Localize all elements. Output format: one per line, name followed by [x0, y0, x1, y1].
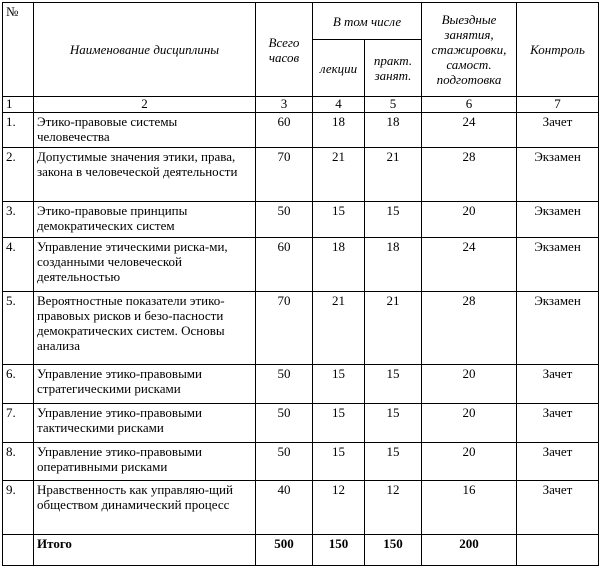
table-row [3, 237, 599, 291]
discipline-name: Управление этико-правовыми стратегическими рисками [34, 365, 256, 404]
field-hours: 28 [422, 148, 517, 202]
totals-practice: 150 [365, 534, 422, 565]
practice-hours: 18 [365, 112, 422, 148]
index-cell: 3 [256, 97, 313, 113]
lecture-hours: 21 [313, 148, 365, 202]
lecture-hours: 12 [313, 481, 365, 534]
row-number: 8. [3, 442, 34, 481]
field-hours: 20 [422, 202, 517, 238]
field-hours: 20 [422, 404, 517, 443]
index-cell: 4 [313, 97, 365, 113]
discipline-name: Управление этико-правовыми тактическими рисками [34, 404, 256, 443]
table-row [3, 292, 599, 365]
lecture-hours: 21 [313, 292, 365, 365]
curriculum-table [2, 2, 599, 566]
total-hours: 50 [256, 202, 313, 238]
lecture-hours: 15 [313, 202, 365, 238]
discipline-name: Управление этико-правовыми оперативными рисками [34, 442, 256, 481]
control-type: Экзамен [517, 202, 599, 238]
practice-hours: 12 [365, 481, 422, 534]
practice-hours: 15 [365, 404, 422, 443]
row-number: 2. [3, 148, 34, 202]
control-type: Зачет [517, 404, 599, 443]
table-row [3, 202, 599, 238]
row-number: 6. [3, 365, 34, 404]
header-discipline-name: Наименование дисциплины [34, 3, 256, 97]
lecture-hours: 15 [313, 404, 365, 443]
control-type: Зачет [517, 481, 599, 534]
row-number: 3. [3, 202, 34, 238]
table-row [3, 481, 599, 534]
control-type: Экзамен [517, 292, 599, 365]
field-hours: 16 [422, 481, 517, 534]
column-index-row [3, 97, 599, 113]
table-row [3, 112, 599, 148]
total-hours: 70 [256, 148, 313, 202]
field-hours: 24 [422, 237, 517, 291]
total-hours: 70 [256, 292, 313, 365]
discipline-name: Допустимые значения этики, права, закона в человеческой деятельности [34, 148, 256, 202]
totals-lectures: 150 [313, 534, 365, 565]
header-field-sessions: Выездные занятия, стажировки, самост. подготовка [422, 3, 517, 97]
field-hours: 20 [422, 365, 517, 404]
table-row [3, 404, 599, 443]
header-total-hours: Всего часов [256, 3, 313, 97]
totals-field: 200 [422, 534, 517, 565]
discipline-name: Вероятностные показатели этико-правовых рисков и безо-пасности демократических систем. Основы анализа [34, 292, 256, 365]
total-hours: 50 [256, 404, 313, 443]
row-number: 4. [3, 237, 34, 291]
header-practice: практ. занят. [365, 40, 422, 97]
control-type: Зачет [517, 442, 599, 481]
index-cell: 1 [3, 97, 34, 113]
discipline-name: Управление этическими риска-ми, созданными человеческой деятельностью [34, 237, 256, 291]
header-including: В том числе [313, 3, 422, 40]
discipline-name: Нравственность как управляю-щий обществом динамический процесс [34, 481, 256, 534]
header-control: Контроль [517, 3, 599, 97]
table-row [3, 365, 599, 404]
discipline-name: Этико-правовые принципы демократических систем [34, 202, 256, 238]
lecture-hours: 18 [313, 237, 365, 291]
table-row [3, 442, 599, 481]
table-row [3, 148, 599, 202]
practice-hours: 15 [365, 442, 422, 481]
lecture-hours: 15 [313, 442, 365, 481]
row-number: 7. [3, 404, 34, 443]
header-number: № [3, 3, 34, 97]
practice-hours: 18 [365, 237, 422, 291]
totals-row [3, 534, 599, 565]
total-hours: 60 [256, 112, 313, 148]
lecture-hours: 18 [313, 112, 365, 148]
practice-hours: 21 [365, 148, 422, 202]
field-hours: 24 [422, 112, 517, 148]
total-hours: 50 [256, 442, 313, 481]
totals-total-hours: 500 [256, 534, 313, 565]
table-body [3, 97, 599, 566]
index-cell: 7 [517, 97, 599, 113]
index-cell: 2 [34, 97, 256, 113]
field-hours: 20 [422, 442, 517, 481]
practice-hours: 15 [365, 365, 422, 404]
row-number: 1. [3, 112, 34, 148]
control-type: Зачет [517, 365, 599, 404]
lecture-hours: 15 [313, 365, 365, 404]
totals-no-cell [3, 534, 34, 565]
control-type: Экзамен [517, 237, 599, 291]
totals-control [517, 534, 599, 565]
control-type: Экзамен [517, 148, 599, 202]
total-hours: 60 [256, 237, 313, 291]
control-type: Зачет [517, 112, 599, 148]
totals-label: Итого [34, 534, 256, 565]
row-number: 9. [3, 481, 34, 534]
index-cell: 6 [422, 97, 517, 113]
practice-hours: 15 [365, 202, 422, 238]
discipline-name: Этико-правовые системы человечества [34, 112, 256, 148]
header-row-top [3, 3, 599, 40]
total-hours: 50 [256, 365, 313, 404]
field-hours: 28 [422, 292, 517, 365]
practice-hours: 21 [365, 292, 422, 365]
total-hours: 40 [256, 481, 313, 534]
header-lectures: лекции [313, 40, 365, 97]
index-cell: 5 [365, 97, 422, 113]
row-number: 5. [3, 292, 34, 365]
